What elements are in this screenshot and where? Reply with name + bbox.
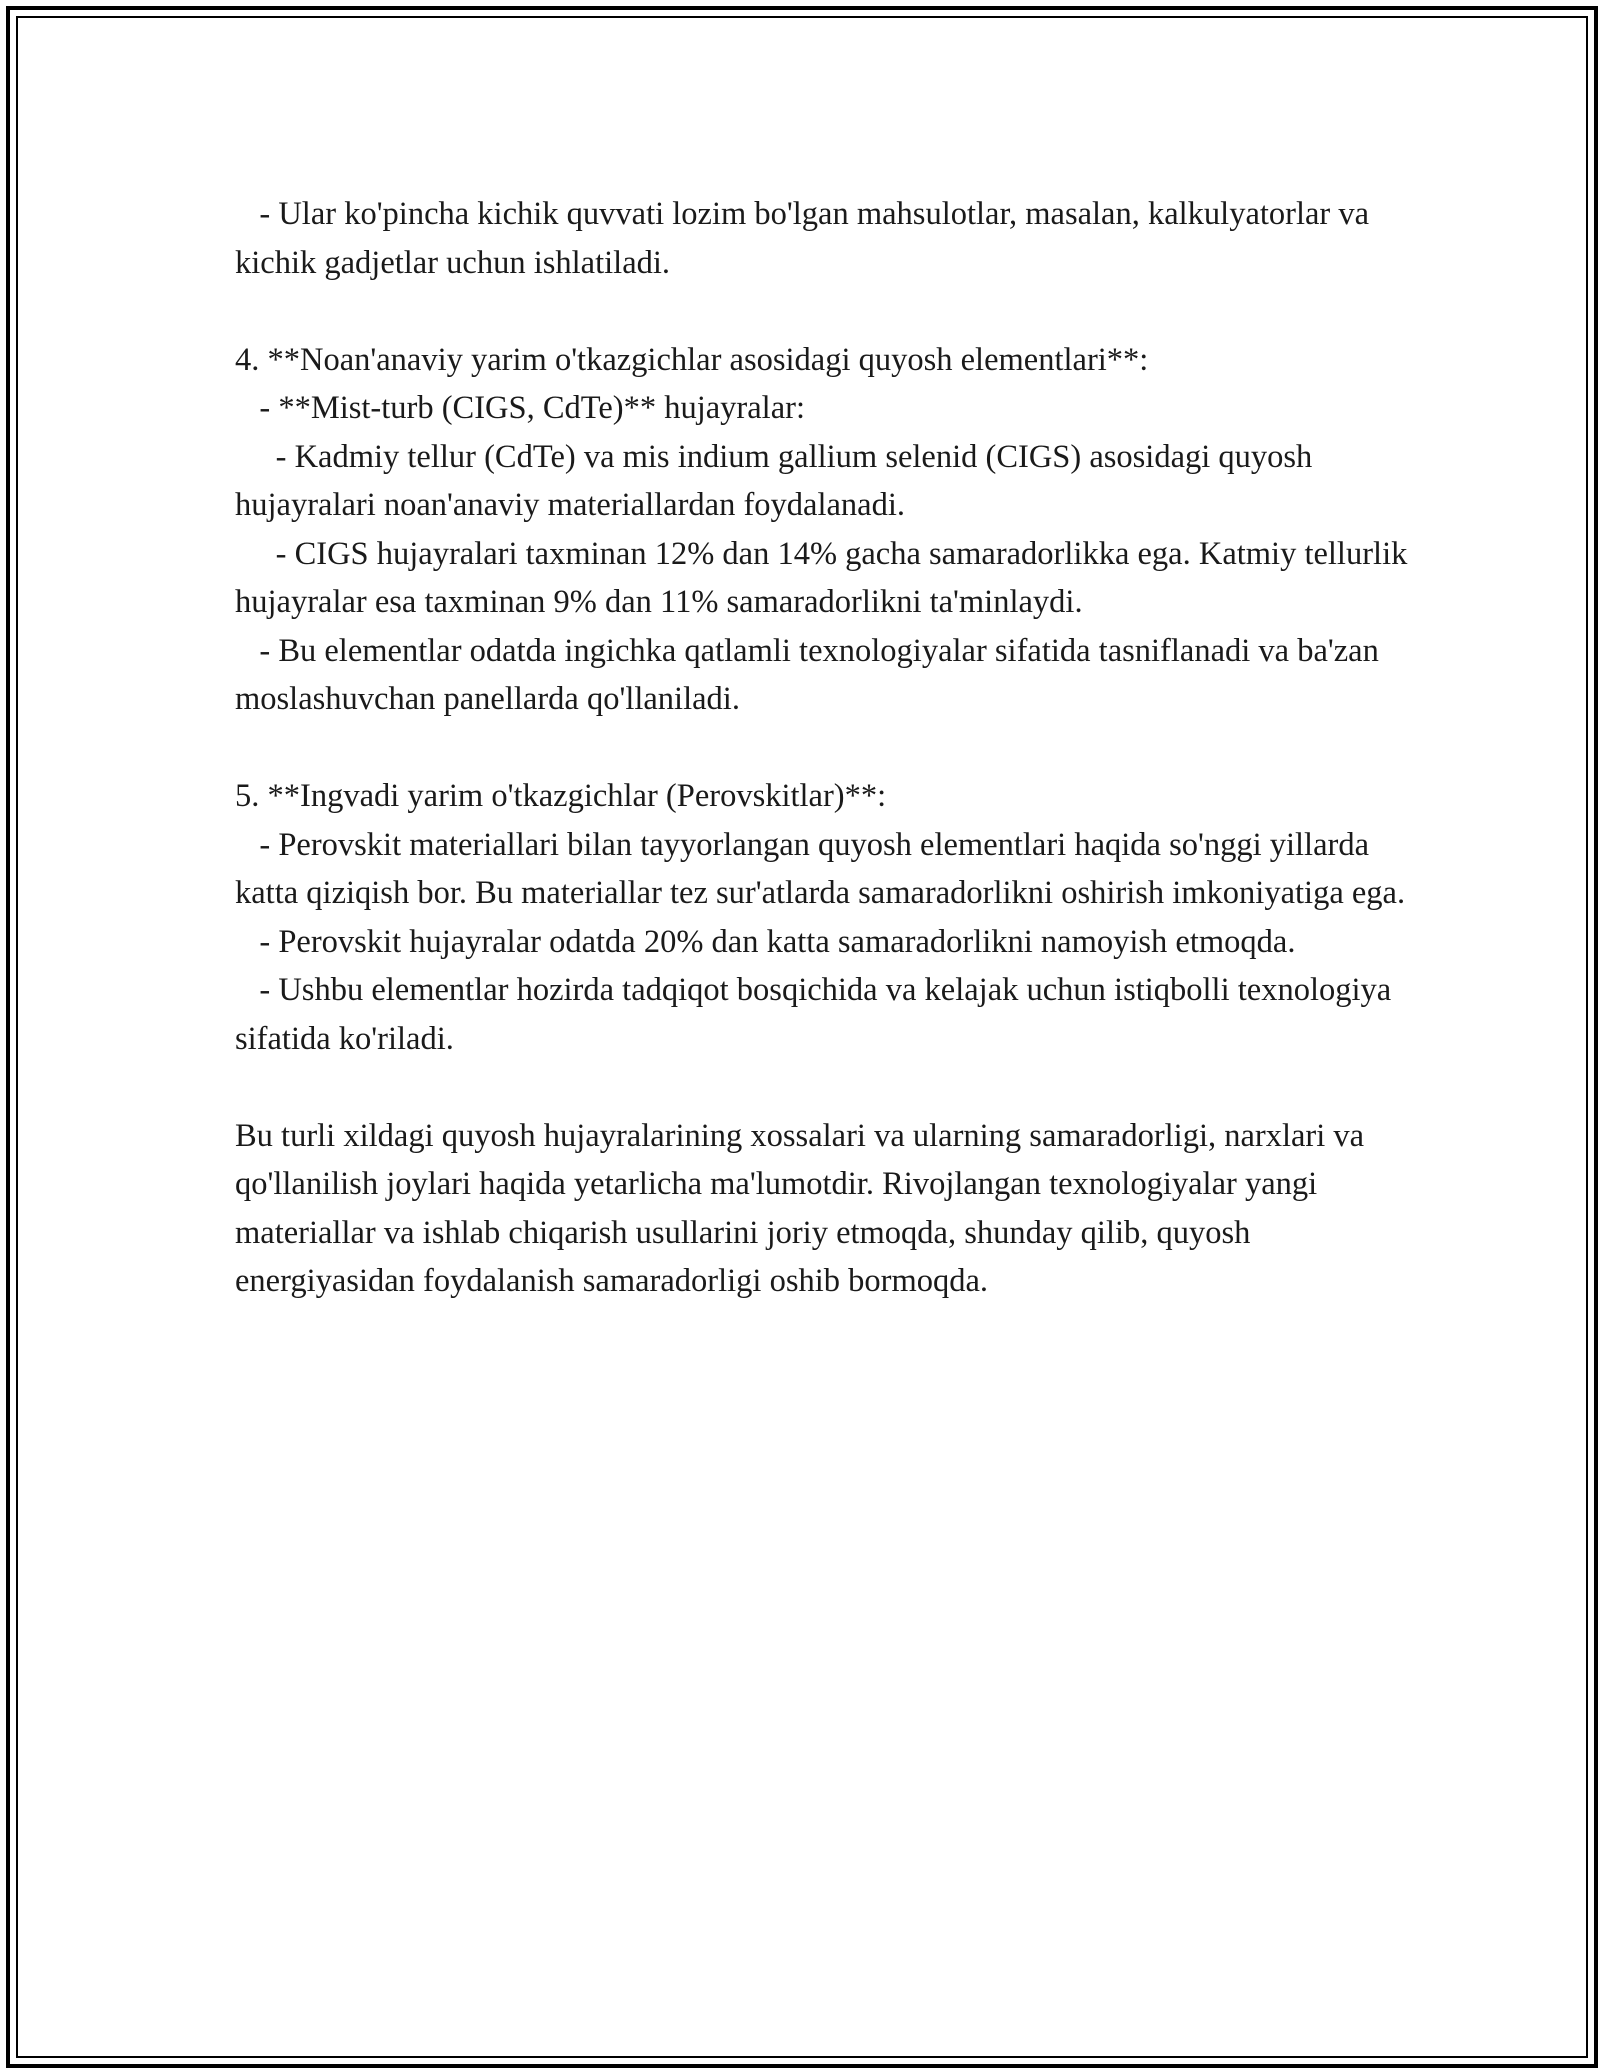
paragraph-gap [235,724,1415,773]
paragraph-gap [235,1063,1415,1112]
bullet-research-stage: - Ushbu elementlar hozirda tadqiqot bosqichida va kelajak uchun istiqbolli texnologiya sifatida ko'riladi. [235,972,1400,1057]
bullet-perovskite-efficiency: - Perovskit hujayralar odatda 20% dan katta samaradorlikni namoyish etmoqda. [235,923,1296,960]
bullet-perovskite-interest: - Perovskit materiallari bilan tayyorlangan quyosh elementlari haqida so'nggi yillarda katta qiziqish bor. Bu materiallar tez sur'atlarda samaradorlikni oshirish imkoniyatiga ega. [235,826,1406,911]
conclusion-paragraph: Bu turli xildagi quyosh hujayralarining xossalari va ularning samaradorligi, narxlari va qo'llanilish joylari haqida yetarlicha ma'lumotdir. Rivojlangan texnologiyalar yangi materiallar va ishlab chiqarish usullarini joriy etmoqda, shunday qilib, quyosh energiyasidan foydalanish samaradorligi oshib bormoqda. [235,1117,1373,1299]
sub-bullet-cigs-efficiency: - CIGS hujayralari taxminan 12% dan 14% gacha samaradorlikka ega. Katmiy tellurlik hujayralar esa taxminan 9% dan 11% samaradorlikni ta'minlaydi. [235,535,1416,620]
section-4-heading: 4. **Noan'anaviy yarim o'tkazgichlar asosidagi quyosh elementlari**: [235,341,1149,378]
bullet-calculators: - Ular ko'pincha kichik quvvati lozim bo'lgan mahsulotlar, masalan, kalkulyatorlar va kichik gadjetlar uchun ishlatiladi. [235,196,1378,281]
bullet-cigs-cdte: - **Mist-turb (CIGS, CdTe)** hujayralar: [235,390,805,426]
bullet-thin-film: - Bu elementlar odatda ingichka qatlamli texnologiyalar sifatida tasniflanadi va ba'zan moslashuvchan panellarda qo'llaniladi. [235,632,1387,717]
paragraph-gap [235,287,1415,336]
document-body [235,190,1415,1306]
sub-bullet-cdte-cigs-materials: - Kadmiy tellur (CdTe) va mis indium gallium selenid (CIGS) asosidagi quyosh hujayralari noan'anaviy materiallardan foydalanadi. [235,438,1321,523]
section-5-heading: 5. **Ingvadi yarim o'tkazgichlar (Perovskitlar)**: [235,778,887,814]
